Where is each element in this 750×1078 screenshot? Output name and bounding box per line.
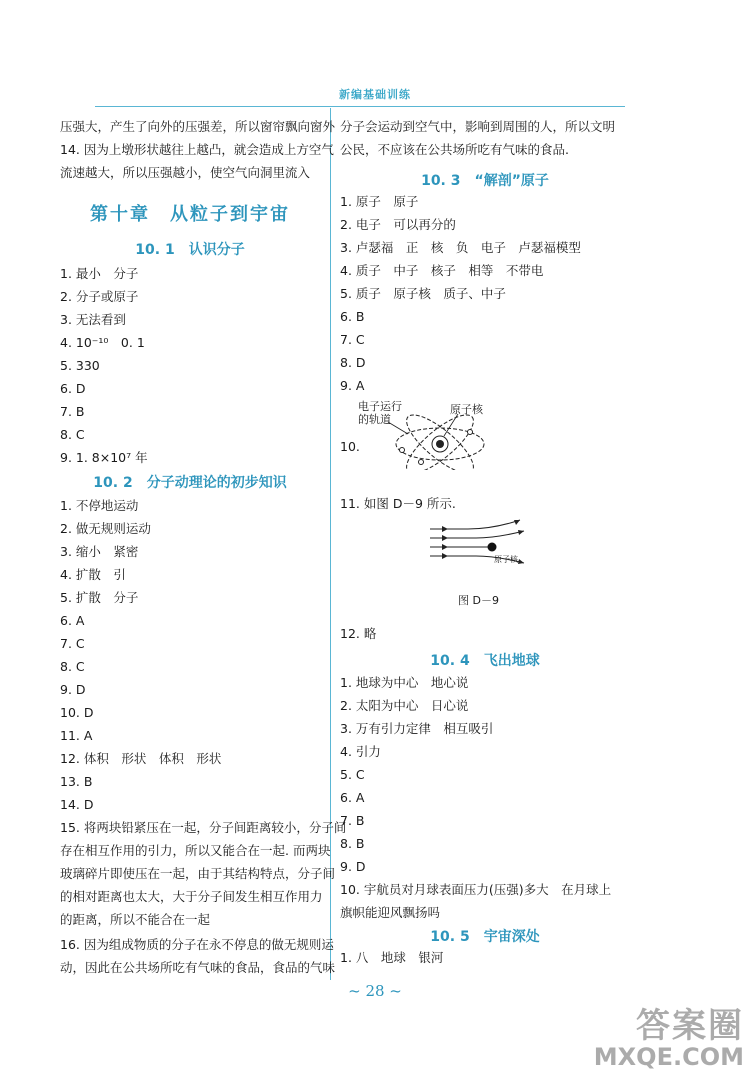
- answer-item-15-line: 的相对距离也太大，大于分子间发生相互作用力: [60, 889, 323, 904]
- answer-item-15-line: 存在相互作用的引力，所以又能合在一起. 而两块: [60, 843, 331, 858]
- watermark: [594, 1008, 744, 1070]
- answer-item: 14. D: [60, 797, 94, 812]
- answer-item: 6. B: [340, 309, 365, 324]
- answer-item: 11. 如图 D－9 所示.: [340, 496, 456, 511]
- page-number: ~ 28 ~: [348, 982, 402, 1000]
- answer-item: 3. 卢瑟福 正 核 负 电子 卢瑟福模型: [340, 240, 581, 255]
- section-title-10-4: 10. 4 飞出地球: [430, 653, 540, 669]
- answer-item: 13. B: [60, 774, 93, 789]
- alpha-scattering-figure: [428, 516, 538, 576]
- answer-item: 6. A: [60, 613, 85, 628]
- answer-item: 9. A: [340, 378, 365, 393]
- answer-item: 8. B: [340, 836, 365, 851]
- answer-item: 1. 八 地球 银河: [340, 950, 444, 965]
- answer-item: 5. 质子 原子核 质子、中子: [340, 286, 506, 301]
- answer-item: 2. 做无规则运动: [60, 521, 151, 536]
- header-rule: [95, 106, 625, 107]
- answer-item: 4. 扩散 引: [60, 567, 126, 582]
- answer-item: 1. 地球为中心 地心说: [340, 675, 469, 690]
- answer-item: 10. D: [60, 705, 94, 720]
- answer-item-10-line: 10. 宇航员对月球表面压力(压强)多大 在月球上: [340, 882, 612, 897]
- continued-line: 压强大，产生了向外的压强差，所以窗帘飘向窗外: [60, 119, 336, 134]
- answer-item-16-line: 16. 因为组成物质的分子在永不停息的做无规则运: [60, 937, 334, 952]
- answer-item: 3. 缩小 紧密: [60, 544, 139, 559]
- answer-item: 7. B: [60, 404, 85, 419]
- nucleus-small-label: 原子核: [494, 555, 518, 564]
- answer-item: 2. 分子或原子: [60, 289, 139, 304]
- answer-item: 1. 最小 分子: [60, 266, 139, 281]
- continued-line: 流速越大，所以压强越小，使空气向洞里流入: [60, 165, 311, 180]
- chapter-title: 第十章 从粒子到宇宙: [90, 204, 290, 225]
- answer-item: 5. 扩散 分子: [60, 590, 139, 605]
- atom-diagram-icon: [358, 400, 508, 470]
- orbit-label-line1: 电子运行: [358, 400, 402, 413]
- answer-item: 8. C: [60, 659, 85, 674]
- header-title: 新编基础训练: [339, 88, 411, 101]
- answer-item: 11. A: [60, 728, 93, 743]
- section-title-10-2: 10. 2 分子动理论的初步知识: [93, 475, 287, 491]
- answer-item: 4. 质子 中子 核子 相等 不带电: [340, 263, 544, 278]
- orbit-label-line2: 的轨道: [358, 413, 391, 426]
- section-title-10-3: 10. 3 “解剖”原子: [421, 173, 549, 189]
- answer-item: 6. D: [60, 381, 86, 396]
- answer-item: 9. D: [60, 682, 86, 697]
- watermark-line1: 答案圈: [636, 1006, 744, 1046]
- answer-item-10-line: 旗帜能迎风飘扬吗: [340, 905, 441, 920]
- continued-line: 公民，不应该在公共场所吃有气味的食品.: [340, 142, 569, 157]
- answer-item: 2. 电子 可以再分的: [340, 217, 456, 232]
- answer-item: 5. C: [340, 767, 365, 782]
- continued-line: 分子会运动到空气中，影响到周围的人，所以文明: [340, 119, 616, 134]
- answer-item: 1. 不停地运动: [60, 498, 139, 513]
- answer-item: 1. 原子 原子: [340, 194, 419, 209]
- figure-caption: 图 D－9: [458, 594, 499, 607]
- answer-item: 4. 10⁻¹⁰ 0. 1: [60, 335, 145, 350]
- answer-item: 7. B: [340, 813, 365, 828]
- answer-item-15-line: 15. 将两块铅紧压在一起，分子间距离较小，分子间: [60, 820, 347, 835]
- answer-item: 3. 无法看到: [60, 312, 126, 327]
- answer-item-10-label: 10.: [340, 439, 360, 454]
- answer-item: 7. C: [340, 332, 365, 347]
- answer-item-16-line: 动，因此在公共场所吃有气味的食品，食品的气味: [60, 960, 336, 975]
- answer-item: 4. 引力: [340, 744, 381, 759]
- answer-item: 2. 太阳为中心 日心说: [340, 698, 469, 713]
- answer-item: 5. 330: [60, 358, 100, 373]
- continued-line: 14. 因为上墩形状越往上越凸，就会造成上方空气: [60, 142, 334, 157]
- section-title-10-5: 10. 5 宇宙深处: [430, 929, 540, 945]
- answer-item-15-line: 玻璃碎片即使压在一起，由于其结构特点，分子间: [60, 866, 336, 881]
- answer-item-15-line: 的距离，所以不能合在一起: [60, 912, 211, 927]
- watermark-line2: MXQE.COM: [593, 1043, 744, 1071]
- answer-item: 6. A: [340, 790, 365, 805]
- answer-item: 9. D: [340, 859, 366, 874]
- answer-item: 8. C: [60, 427, 85, 442]
- answer-item: 12. 略: [340, 626, 377, 641]
- section-title-10-1: 10. 1 认识分子: [135, 242, 245, 258]
- nucleus-label: 原子核: [450, 403, 483, 416]
- particle-deflection-icon: [428, 516, 538, 576]
- answer-item: 3. 万有引力定律 相互吸引: [340, 721, 494, 736]
- atom-model-figure: [358, 400, 508, 470]
- answer-item: 8. D: [340, 355, 366, 370]
- answer-item: 9. 1. 8×10⁷ 年: [60, 450, 148, 465]
- answer-item: 12. 体积 形状 体积 形状: [60, 751, 222, 766]
- answer-item: 7. C: [60, 636, 85, 651]
- running-header: [0, 86, 750, 108]
